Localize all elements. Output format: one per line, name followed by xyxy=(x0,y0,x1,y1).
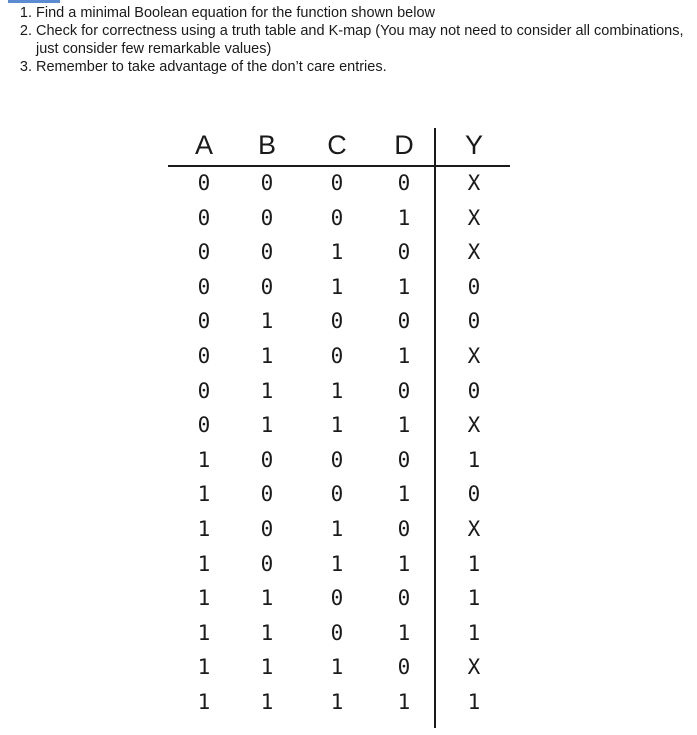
cell-d: 1 xyxy=(397,551,411,576)
cell-y: 1 xyxy=(467,551,481,576)
cell-d: 1 xyxy=(397,620,411,645)
cell-c: 1 xyxy=(330,517,344,541)
cell-a: 0 xyxy=(197,344,211,368)
cell-d: 1 xyxy=(397,413,411,438)
column-header-y: Y xyxy=(464,130,483,160)
cell-c: 1 xyxy=(330,378,344,403)
instruction-item: 2. Check for correctness using a truth table and K-map (You may not need to consider all combinations, just consider few remarkable values) xyxy=(36,22,691,58)
cell-a: 0 xyxy=(197,171,211,195)
cell-d: 0 xyxy=(397,586,411,611)
cell-c: 0 xyxy=(330,447,344,472)
cell-d: 1 xyxy=(397,274,411,299)
cell-a: 0 xyxy=(197,205,211,230)
cell-y: 1 xyxy=(467,447,481,472)
cell-a: 1 xyxy=(197,690,211,714)
instruction-item: 1. Find a minimal Boolean equation for the function shown below xyxy=(36,4,691,22)
cell-b: 0 xyxy=(260,447,274,472)
cell-y: X xyxy=(467,240,481,265)
cell-a: 1 xyxy=(197,482,211,507)
cell-b: 1 xyxy=(260,413,274,438)
cell-a: 0 xyxy=(197,309,211,334)
cell-b: 0 xyxy=(260,240,274,265)
cell-a: 0 xyxy=(197,274,211,299)
cell-d: 1 xyxy=(397,344,411,368)
cell-d: 0 xyxy=(397,240,411,265)
output-divider xyxy=(434,128,436,728)
cell-d: 0 xyxy=(397,309,411,334)
cell-d: 1 xyxy=(397,205,411,230)
cell-c: 0 xyxy=(330,344,344,368)
cell-y: 0 xyxy=(467,482,481,507)
cell-a: 0 xyxy=(197,378,211,403)
cell-y: 0 xyxy=(467,274,481,299)
cell-c: 1 xyxy=(330,655,344,680)
cell-b: 1 xyxy=(260,655,274,680)
cell-d: 0 xyxy=(397,171,411,195)
cell-c: 0 xyxy=(330,309,344,334)
cell-a: 1 xyxy=(197,620,211,645)
cell-d: 1 xyxy=(397,482,411,507)
cell-d: 0 xyxy=(397,447,411,472)
cell-a: 1 xyxy=(197,551,211,576)
column-header-b: B xyxy=(257,130,276,160)
cell-a: 1 xyxy=(197,586,211,611)
cell-b: 0 xyxy=(260,171,274,195)
cell-c: 0 xyxy=(330,586,344,611)
cell-y: X xyxy=(467,655,481,680)
column-header-d: D xyxy=(394,130,414,160)
header-divider xyxy=(168,165,510,167)
cell-b: 1 xyxy=(260,620,274,645)
cell-a: 0 xyxy=(197,240,211,265)
cell-b: 0 xyxy=(260,274,274,299)
cell-a: 1 xyxy=(197,447,211,472)
cell-a: 1 xyxy=(197,517,211,541)
column-header-a: A xyxy=(194,130,213,160)
cell-d: 0 xyxy=(397,655,411,680)
cell-c: 0 xyxy=(330,171,344,195)
cell-b: 1 xyxy=(260,378,274,403)
cell-c: 0 xyxy=(330,482,344,507)
cell-y: X xyxy=(467,171,481,195)
cell-b: 1 xyxy=(260,690,274,714)
cell-y: X xyxy=(467,344,481,368)
cell-c: 1 xyxy=(330,240,344,265)
cell-b: 0 xyxy=(260,551,274,576)
cell-b: 0 xyxy=(260,517,274,541)
cell-b: 0 xyxy=(260,205,274,230)
cell-b: 0 xyxy=(260,482,274,507)
cell-y: 1 xyxy=(467,690,481,714)
cell-d: 0 xyxy=(397,378,411,403)
cell-y: 1 xyxy=(467,586,481,611)
cell-c: 1 xyxy=(330,413,344,438)
cell-y: 0 xyxy=(467,378,481,403)
cell-c: 1 xyxy=(330,690,344,714)
instruction-item: 3. Remember to take advantage of the don’t care entries. xyxy=(36,58,691,76)
cell-a: 0 xyxy=(197,413,211,438)
cell-y: X xyxy=(467,413,481,438)
cell-c: 0 xyxy=(330,205,344,230)
cell-c: 1 xyxy=(330,551,344,576)
cell-y: X xyxy=(467,205,481,230)
cell-d: 0 xyxy=(397,517,411,541)
cell-y: 1 xyxy=(467,620,481,645)
cell-y: 0 xyxy=(467,309,481,334)
cell-b: 1 xyxy=(260,344,274,368)
cell-b: 1 xyxy=(260,586,274,611)
cell-y: X xyxy=(467,517,481,541)
cell-c: 1 xyxy=(330,274,344,299)
cell-c: 0 xyxy=(330,620,344,645)
column-header-c: C xyxy=(327,130,347,160)
cell-b: 1 xyxy=(260,309,274,334)
cell-d: 1 xyxy=(397,690,411,714)
cell-a: 1 xyxy=(197,655,211,680)
